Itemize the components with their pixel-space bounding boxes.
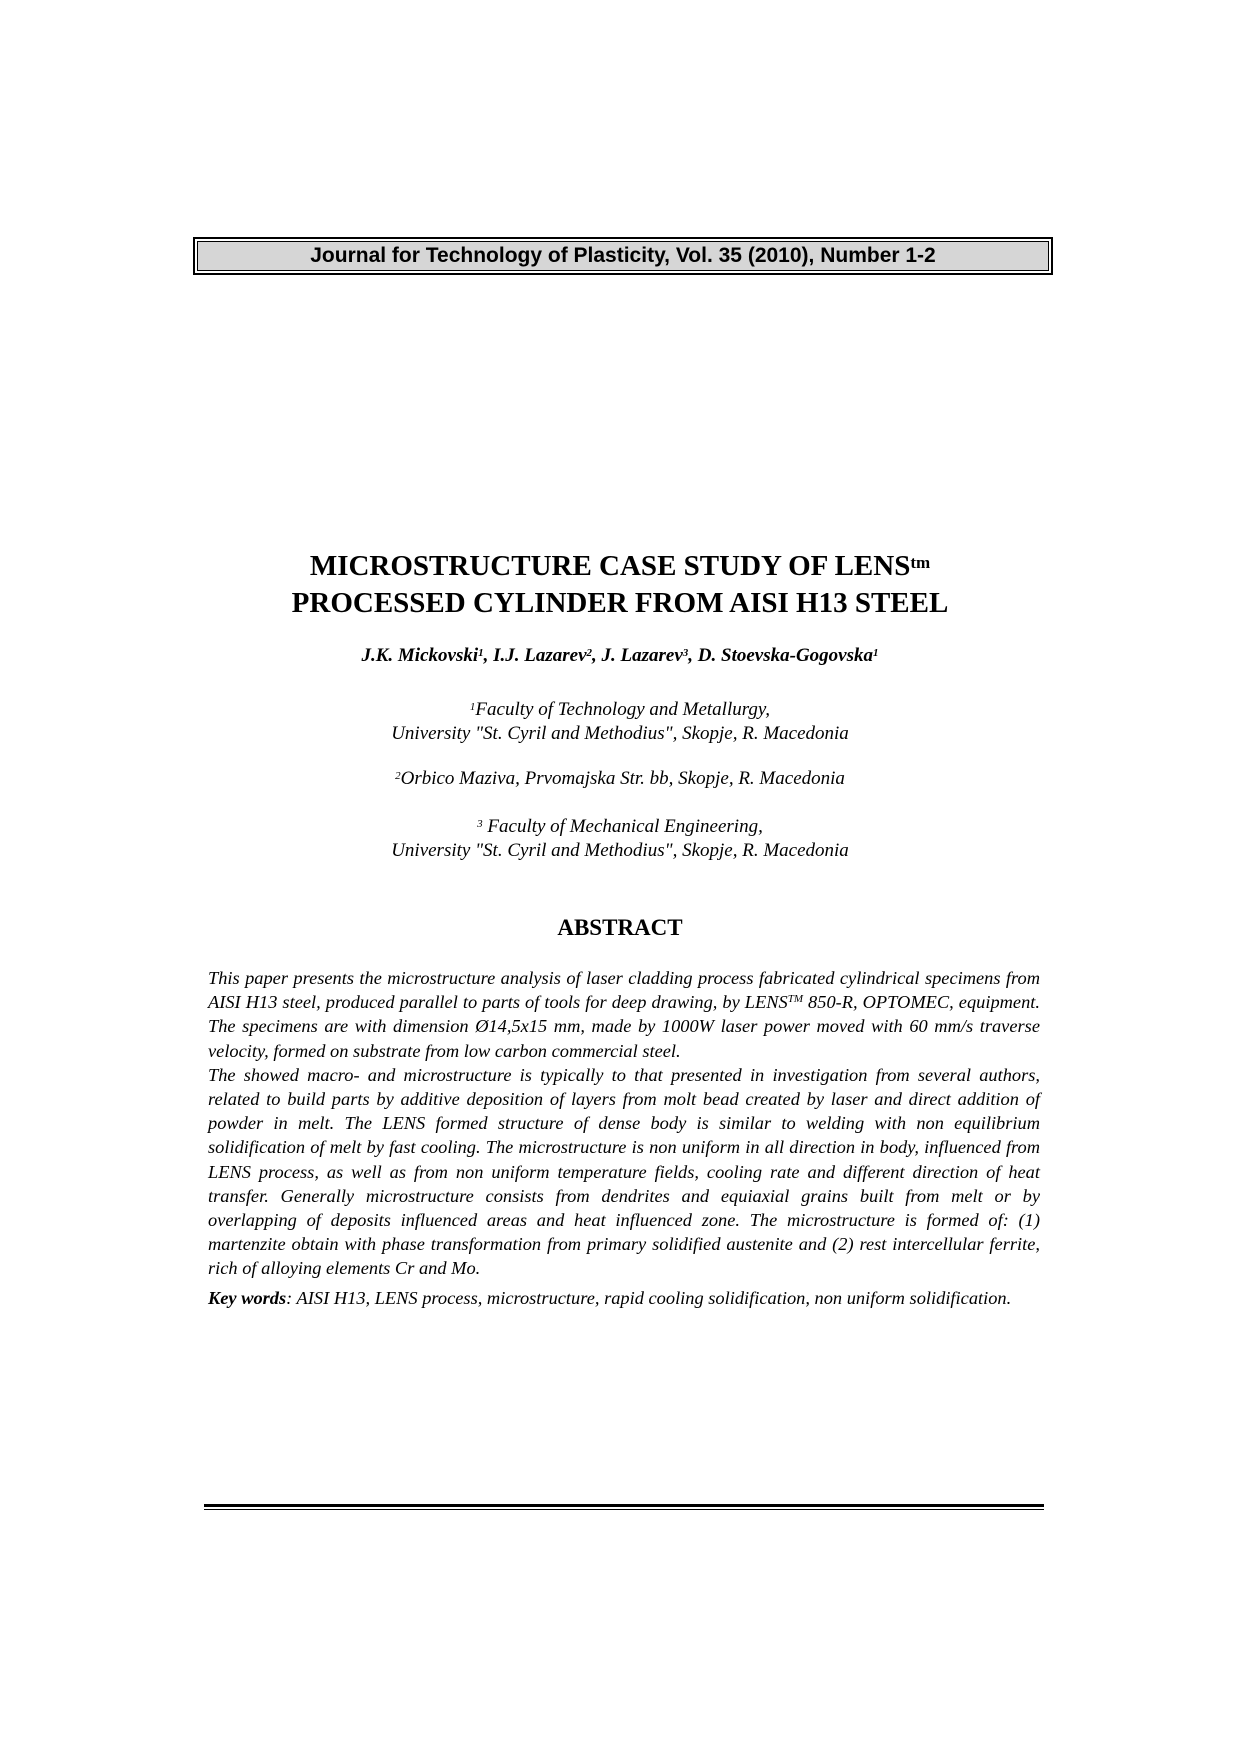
footer-rule bbox=[204, 1504, 1044, 1511]
footer-rule-thick bbox=[204, 1504, 1044, 1507]
author-name: D. Stoevska-Gogovska bbox=[697, 645, 873, 666]
title-trademark: tm bbox=[910, 553, 931, 572]
journal-header: Journal for Technology of Plasticity, Vol. 35 (2010), Number 1-2 bbox=[197, 241, 1049, 271]
affiliation-line bbox=[180, 767, 1060, 791]
affiliation-marker: 2 bbox=[395, 770, 401, 782]
affiliation-line bbox=[180, 698, 1060, 722]
abstract-paragraph: The showed macro- and microstructure is typically to that presented in investigation from several authors, related to build parts by additive deposition of layers from molt bead created by laser and direct addition of powder in melt. The LENS formed structure of dense body is similar to welding with non equilibrium solidification of melt by fast cooling. The microstructure is non uniform in all direction in body, influenced from LENS process, as well as from non uniform temperature fields, cooling rate and different direction of heat transfer. Generally microstructure consists from dendrites and equiaxial grains built from melt or by overlapping of deposits influenced areas and heat influenced zone. The microstructure is formed of: (1) martenzite obtain with phase transformation from primary solidified austenite and (2) rest intercellular ferrite, rich of alloying elements Cr and Mo. bbox=[208, 1064, 1040, 1279]
paper-title bbox=[180, 548, 1060, 622]
author-separator: , bbox=[483, 645, 494, 666]
author-separator: , bbox=[592, 645, 602, 666]
author-affil-ref: 1 bbox=[478, 647, 484, 659]
author-separator: , bbox=[688, 645, 698, 666]
journal-header-box bbox=[193, 237, 1053, 275]
author-list bbox=[180, 644, 1060, 668]
affiliation-line: University "St. Cyril and Methodius", Skopje, R. Macedonia bbox=[391, 723, 849, 744]
abstract-text: This paper presents the microstructure analysis of laser cladding process fabricated cylindrical specimens from AISI H13 steel, produced parallel to parts of tools for deep drawing, by LENS bbox=[208, 968, 1040, 1013]
affiliation-text: Faculty of Technology and Metallurgy, bbox=[475, 699, 771, 720]
affiliation-line: University "St. Cyril and Methodius", Skopje, R. Macedonia bbox=[391, 840, 849, 861]
author-affil-ref: 3 bbox=[682, 647, 689, 659]
title-line-1 bbox=[180, 548, 1060, 585]
author-name: J.K. Mickovski bbox=[361, 645, 479, 666]
affiliation-line bbox=[180, 815, 1060, 839]
author-affil-ref: 1 bbox=[873, 647, 879, 659]
affiliation-text: Orbico Maziva, Prvomajska Str. bb, Skopje, R. Macedonia bbox=[400, 768, 845, 789]
author-name: J. Lazarev bbox=[601, 645, 683, 666]
title-line-1-text: MICROSTRUCTURE CASE STUDY OF LENS bbox=[309, 550, 911, 582]
abstract-body bbox=[208, 966, 1040, 1310]
abstract-heading: ABSTRACT bbox=[557, 915, 683, 940]
affiliation-3 bbox=[180, 815, 1060, 863]
abstract-paragraph bbox=[208, 966, 1040, 1063]
author-name: I.J. Lazarev bbox=[493, 645, 587, 666]
affiliation-1 bbox=[180, 698, 1060, 746]
author-affil-ref: 2 bbox=[586, 647, 593, 659]
title-line-2: PROCESSED CYLINDER FROM AISI H13 STEEL bbox=[291, 587, 949, 619]
abstract-text: 850-R, OPTOMEC, equipment. The specimens are with dimension Ø14,5x15 mm, made by 1000W laser power moved with 60 mm/s traverse velocity, formed on substrate from low carbon commercial steel. bbox=[208, 992, 1040, 1061]
affiliation-text: Faculty of Mechanical Engineering, bbox=[482, 816, 763, 837]
trademark-superscript: TM bbox=[787, 993, 804, 1006]
affiliation-2 bbox=[180, 767, 1060, 791]
keywords-text: : AISI H13, LENS process, microstructure, rapid cooling solidification, non uniform solidification. bbox=[286, 1287, 1012, 1308]
keywords-label: Key words bbox=[208, 1287, 287, 1308]
keywords bbox=[208, 1286, 1040, 1310]
affiliation-marker: 1 bbox=[469, 701, 476, 713]
affiliation-marker: 3 bbox=[477, 818, 483, 830]
footer-rule-thin bbox=[204, 1509, 1044, 1510]
